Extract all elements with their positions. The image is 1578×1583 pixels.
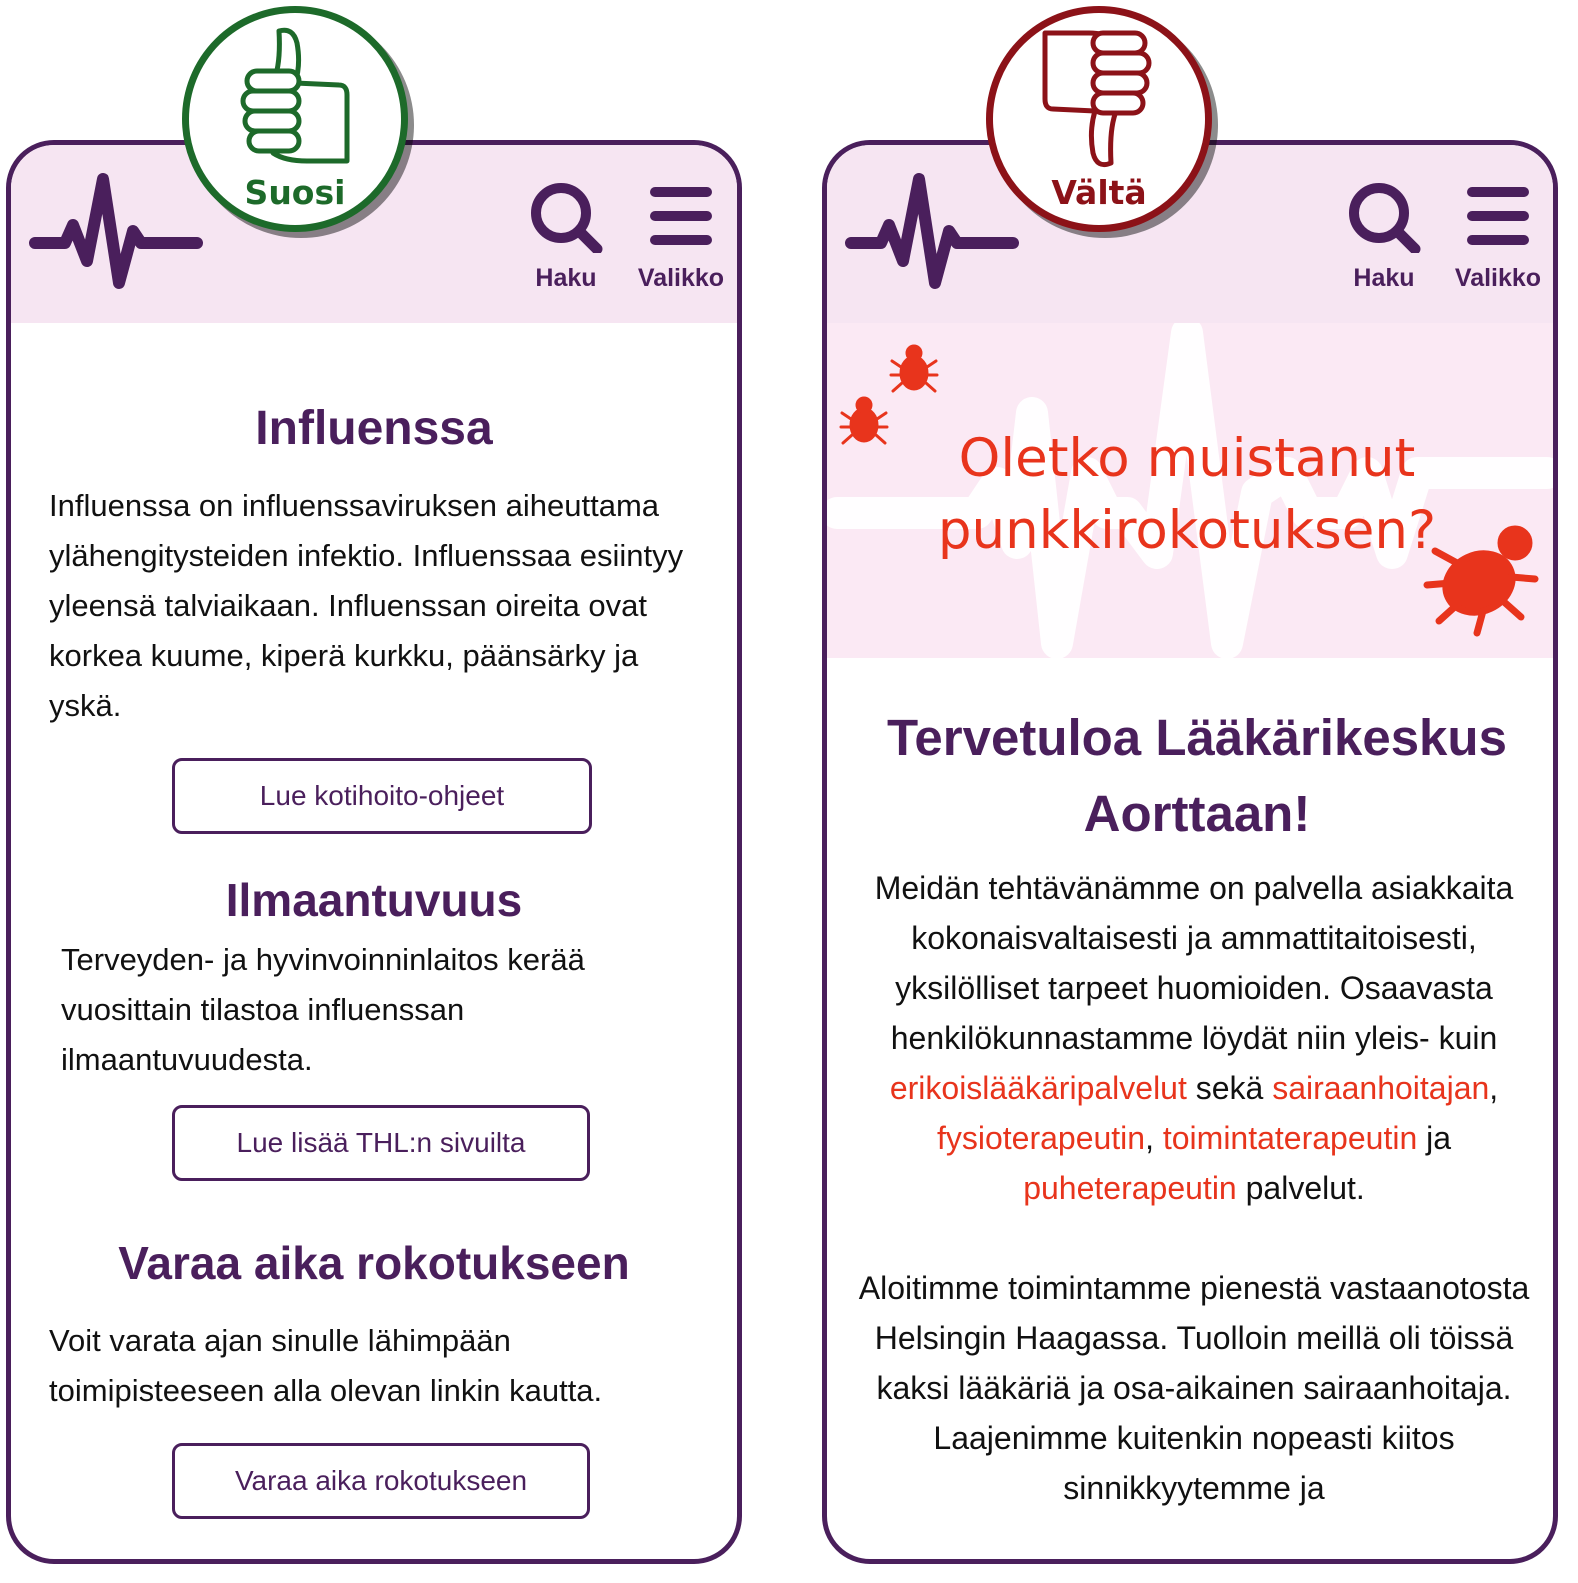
hamburger-menu-icon: [648, 181, 714, 253]
search-label: Haku: [1353, 264, 1415, 292]
badge-label: Suosi: [244, 173, 346, 212]
section-text-varaa: Voit varata ajan sinulle lähimpään toimipisteeseen alla olevan linkin kautta.: [49, 1323, 603, 1408]
section-title-varaa: Varaa aika rokotukseen: [118, 1237, 630, 1289]
about-outro: palvelut.: [1236, 1170, 1365, 1206]
valta-badge: [986, 6, 1212, 232]
link-nurse[interactable]: sairaanhoitajan: [1272, 1070, 1490, 1106]
about-sep: ,: [1145, 1120, 1163, 1156]
section-title-ilmaantuvuus: Ilmaantuvuus: [225, 874, 523, 926]
about-paragraph-2: Aloitimme toimintamme pienestä vastaanotosta Helsingin Haagassa. Tuolloin meillä oli töissä kaksi lääkäriä ja osa-aikainen sairaanhoitaja. Laajenimme kuitenkin nopeasti kiitos sinnikkyytemme ja: [858, 1270, 1530, 1506]
section-title-influenssa: Influenssa: [255, 402, 493, 455]
section-text-ilmaantuvuus: Terveyden- ja hyvinvoinninlaitos kerää vuosittain tilastoa influenssan ilmaantuvuudesta.: [61, 942, 585, 1077]
search-label: Haku: [535, 264, 597, 292]
heartbeat-logo-icon: [29, 173, 205, 303]
banner-text: [887, 423, 1487, 567]
good-example-phone: [6, 140, 742, 1564]
search-button[interactable]: [1339, 181, 1429, 293]
hamburger-menu-icon: [1465, 181, 1531, 253]
book-vaccination-button[interactable]: Varaa aika rokotukseen: [172, 1443, 590, 1519]
search-button[interactable]: [521, 181, 611, 293]
read-home-care-button[interactable]: Lue kotihoito-ohjeet: [172, 758, 592, 834]
search-icon: [1345, 181, 1423, 253]
menu-label: Valikko: [1454, 264, 1542, 292]
badge-label: Vältä: [1051, 173, 1147, 212]
about-sep: ,: [1489, 1070, 1499, 1106]
tick-icon: [839, 393, 889, 449]
menu-label: Valikko: [637, 264, 725, 292]
link-occupational-therapist[interactable]: toimintaterapeutin: [1162, 1120, 1418, 1156]
bad-example-phone: [822, 140, 1558, 1564]
banner-line-1: Oletko muistanut: [958, 428, 1416, 489]
read-more-thl-button[interactable]: Lue lisää THL:n sivuilta: [172, 1105, 590, 1181]
tick-vaccine-banner[interactable]: [827, 323, 1553, 658]
about-sep: sekä: [1186, 1070, 1273, 1106]
link-speech-therapist[interactable]: puheterapeutin: [1023, 1170, 1237, 1206]
about-intro: Meidän tehtävänämme on palvella asiakkaita kokonaisvaltaisesti ja ammattitaitoisesti, yksilölliset tarpeet huomioiden. Osaavasta henkilökunnastamme löydät niin yleis- kuin: [874, 870, 1514, 1056]
search-icon: [527, 181, 605, 253]
about-sep: ja: [1417, 1120, 1452, 1156]
welcome-title: Tervetuloa Lääkärikeskus Aorttaan!: [887, 709, 1507, 842]
link-specialist-services[interactable]: erikoislääkäripalvelut: [889, 1070, 1187, 1106]
about-text: [849, 863, 1539, 1513]
menu-button[interactable]: [636, 181, 726, 293]
section-text-influenssa: Influenssa on influenssaviruksen aiheuttama ylähengitysteiden infektio. Influenssaa esiintyy yleensä talviaikaan. Influenssan oireita ovat korkea kuume, kiperä kurkku, päänsärky ja yskä.: [49, 488, 684, 723]
tick-icon: [889, 341, 939, 397]
suosi-badge: [182, 6, 408, 232]
link-physiotherapist[interactable]: fysioterapeutin: [936, 1120, 1146, 1156]
menu-button[interactable]: [1453, 181, 1543, 293]
banner-line-2: punkkirokotuksen?: [937, 500, 1437, 561]
